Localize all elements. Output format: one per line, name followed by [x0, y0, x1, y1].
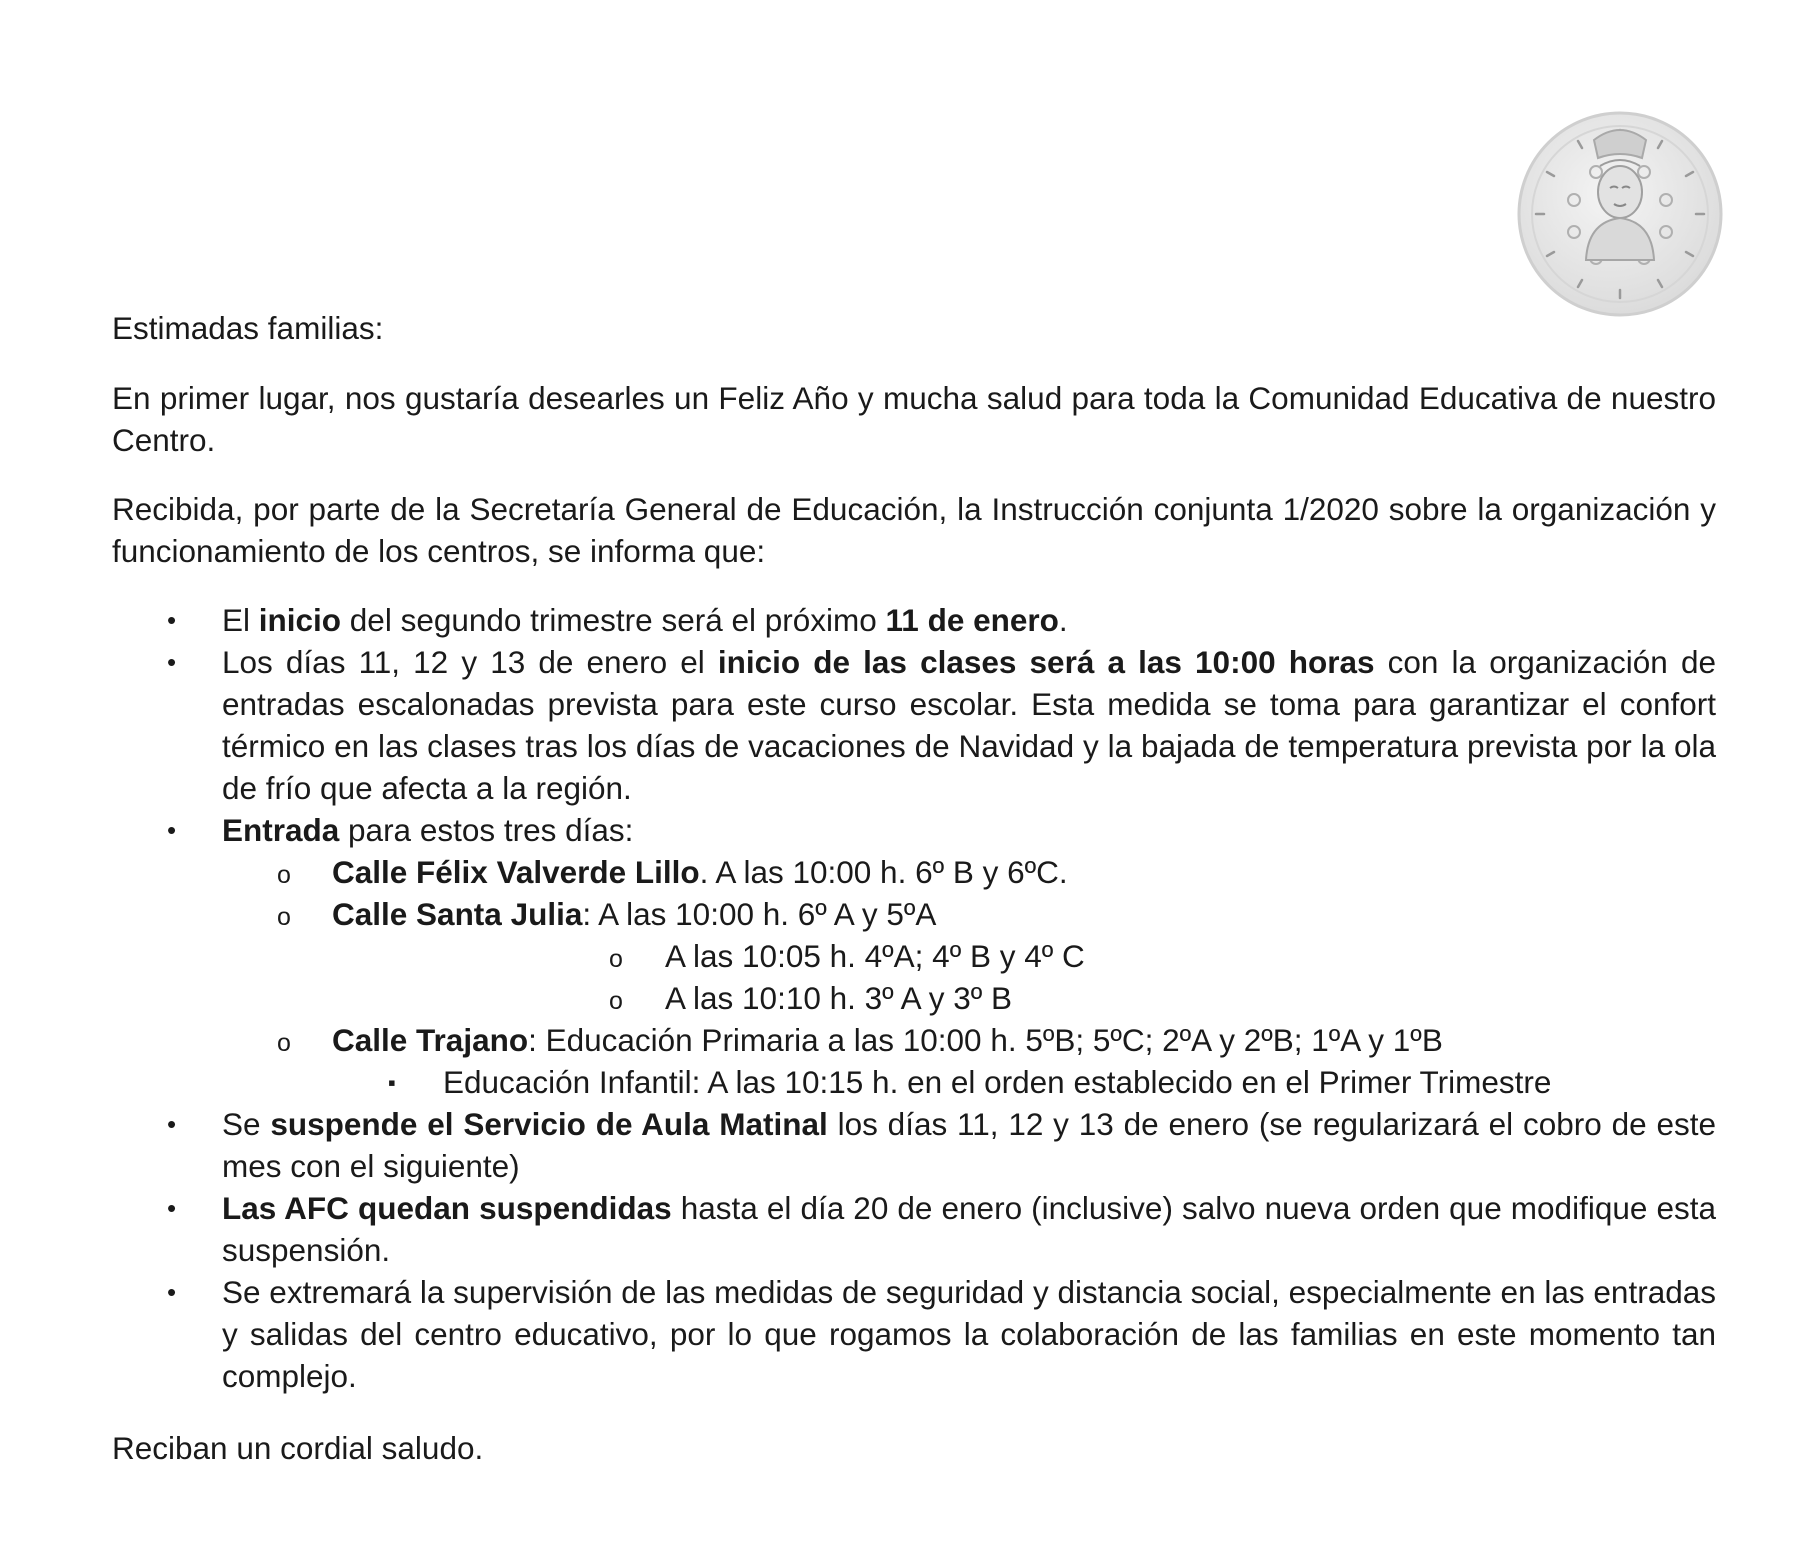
circle-bullet-icon: o — [277, 903, 291, 931]
bullet-icon: • — [167, 815, 177, 845]
square-bullet-icon: ▪ — [388, 1070, 396, 1095]
sub-item-felix-valverde — [112, 851, 1716, 893]
instruction-paragraph: Recibida, por parte de la Secretaría General de Educación, la Instrucción conjunta 1/2020 sobre la organización y funcionamiento de los centros, se informa que: — [112, 491, 1716, 569]
circle-bullet-icon: o — [277, 861, 291, 889]
closing-salutation: Reciban un cordial saludo. — [112, 1430, 484, 1466]
item-text: Los días 11, 12 y 13 de enero el — [222, 644, 718, 680]
list-item-afc — [112, 1187, 1716, 1271]
list-item-entrances — [112, 809, 1716, 851]
circle-bullet-icon: o — [609, 945, 623, 973]
sub-item-text: A las 10:10 h. 3º A y 3º B — [665, 980, 1012, 1016]
sub-item-text: A las 10:05 h. 4ºA; 4º B y 4º C — [665, 938, 1085, 974]
list-item-aula-matinal — [112, 1103, 1716, 1187]
sub-item-santa-julia-1010 — [112, 977, 1716, 1019]
sub-item-trajano — [112, 1019, 1716, 1061]
letter-body — [112, 307, 1716, 1469]
item-text: para estos tres días: — [339, 812, 634, 848]
information-list — [112, 599, 1716, 1397]
item-bold: inicio de las clases será a las 10:00 horas — [717, 644, 1375, 680]
bullet-icon: • — [167, 1277, 177, 1307]
sub-item-text: . A las 10:00 h. 6º B y 6ºC. — [699, 854, 1068, 890]
item-text: Se extremará la supervisión de las medidas de seguridad y distancia social, especialmente en las entradas y salidas del centro educativo, por lo que rogamos la colaboración de las familias en este momento tan complejo. — [222, 1274, 1716, 1394]
list-item-start-date — [112, 599, 1716, 641]
circle-bullet-icon: o — [609, 987, 623, 1015]
sub-item-text: : Educación Primaria a las 10:00 h. 5ºB; 5ºC; 2ºA y 2ºB; 1ºA y 1ºB — [528, 1022, 1443, 1058]
item-bold: inicio — [258, 602, 342, 638]
sub-item-infantil — [112, 1061, 1716, 1103]
sub-item-text: Educación Infantil: A las 10:15 h. en el orden establecido en el Primer Trimestre — [443, 1064, 1552, 1100]
item-bold: 11 de enero — [885, 602, 1059, 638]
item-bold: suspende el Servicio de Aula Matinal — [270, 1106, 828, 1142]
bullet-icon: • — [167, 1193, 177, 1223]
street-name: Calle Félix Valverde Lillo — [332, 854, 700, 890]
sub-item-text: : A las 10:00 h. 6º A y 5ºA — [582, 896, 937, 932]
sub-item-santa-julia — [112, 893, 1716, 935]
item-text: El — [222, 602, 259, 638]
item-text: Se — [222, 1106, 271, 1142]
circle-bullet-icon: o — [277, 1029, 291, 1057]
intro-paragraph: En primer lugar, nos gustaría desearles un Feliz Año y mucha salud para toda la Comunidad Educativa de nuestro Centro. — [112, 380, 1716, 458]
item-bold: Las AFC quedan suspendidas — [222, 1190, 672, 1226]
item-bold: Entrada — [222, 812, 340, 848]
item-text: con la organización de entradas escalonadas prevista para este curso escolar. Esta medida se toma para garantizar el confort térmico en las clases tras los días de vacaciones de Navidad y la bajada de temperatura prevista por la ola de frío que afecta a la región. — [222, 644, 1716, 806]
sub-item-santa-julia-1005 — [112, 935, 1716, 977]
list-item-class-start-time — [112, 641, 1716, 809]
item-text: hasta el día 20 de enero (inclusive) salvo nueva orden que modifique esta suspensión. — [222, 1190, 1716, 1268]
bullet-icon: • — [167, 605, 177, 635]
list-item-safety — [112, 1271, 1716, 1397]
bullet-icon: • — [167, 647, 177, 677]
item-text: . — [1058, 602, 1068, 638]
item-text: del segundo trimestre será el próximo — [341, 602, 886, 638]
street-name: Calle Trajano — [332, 1022, 529, 1058]
street-name: Calle Santa Julia — [332, 896, 583, 932]
school-seal-icon — [1516, 110, 1724, 318]
item-text: los días 11, 12 y 13 de enero (se regularizará el cobro de este mes con el siguiente) — [222, 1106, 1716, 1184]
bullet-icon: • — [167, 1109, 177, 1139]
greeting: Estimadas familias: — [112, 310, 384, 346]
